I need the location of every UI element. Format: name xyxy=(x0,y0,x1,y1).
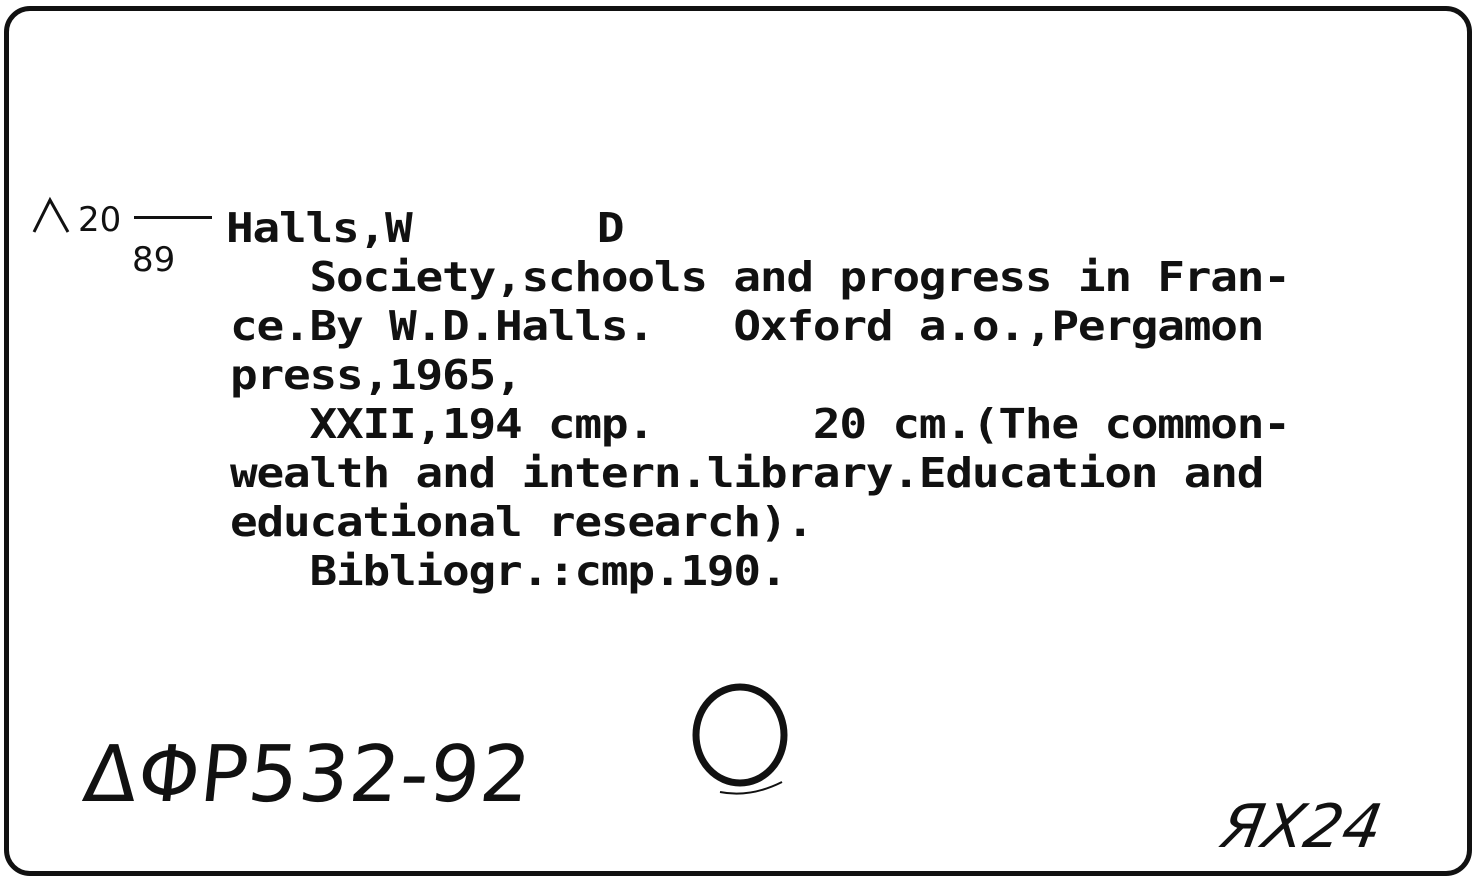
entry-line-4: XXII,194 cmp. 20 cm.(The common- xyxy=(230,399,1290,448)
entry-line-1: Society,schools and progress in Fran- xyxy=(230,252,1290,301)
author-heading: Halls,W D xyxy=(226,203,624,252)
entry-line-2: ce.By W.D.Halls. Oxford a.o.,Pergamon xyxy=(230,301,1264,350)
entry-line-5: wealth and intern.library.Education and xyxy=(230,448,1264,497)
corner-handwritten-mark: ЯX24 xyxy=(1215,792,1388,862)
entry-line-3: press,1965, xyxy=(230,350,522,399)
inventory-number: ΔΦР532-92 xyxy=(79,730,536,820)
call-number-fraction-bar xyxy=(134,216,212,219)
lambda-glyph xyxy=(30,196,74,236)
call-number-denominator: 89 xyxy=(132,240,176,280)
entry-line-7: Bibliogr.:cmp.190. xyxy=(230,546,787,595)
punch-hole-circle-icon xyxy=(690,680,800,800)
entry-line-6: educational research). xyxy=(230,497,813,546)
call-number-numerator: 20 xyxy=(78,200,122,240)
